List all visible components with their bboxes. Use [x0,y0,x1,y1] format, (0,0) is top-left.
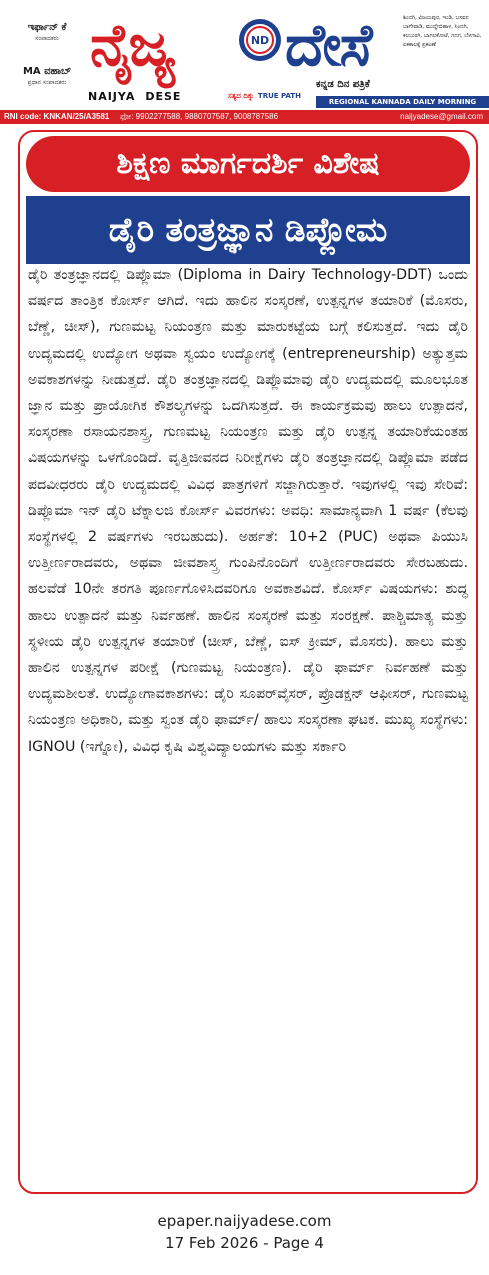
logo-caption [228,92,301,101]
editor-role: ಸಂಪಾದಕರು [35,35,59,42]
chief-editor-name: MA ವಹಾಬ್ [22,66,72,77]
editions-blurb: ಶಿಂದಗಿ, ವಿಜಯಪುರ, ಇಂಡಿ, ಬಸವನ ಬಾಗೇವಾಡಿ, ಮುದ್ದೇಬಿಹಾಳ, ಸಿಂದಗಿ, ಕಲಬುರಗಿ, ಬಾಗಲಕೋಟೆ, ಗದಗ, ಬೆಳಗಾವಿ, ಏಕಕಾಲಕ್ಕೆ ಪ್ರಕಟಣೆ [403,15,482,48]
logo-monogram: ND [250,34,270,47]
chief-editor-role: ಪ್ರಧಾನ ಸಂಪಾದಕರು [27,79,67,86]
phone-numbers: ಫೋ: 9902277588, 9880707587, 9008787586 [120,112,279,121]
masthead [0,0,489,110]
info-bar [0,110,489,124]
logo-caption-en: TRUE PATH [257,92,301,100]
brand-latin-part1: NAIJYA [88,90,136,103]
section-title: ಶಿಕ್ಷಣ ಮಾರ್ಗದರ್ಶಿ ವಿಶೇಷ [26,136,470,192]
brand-name-latin [88,90,181,103]
footer-site: epaper.naijyadese.com [157,1212,332,1230]
email-address: naijyadese@gmail.com [400,112,483,121]
article-body: ಡೈರಿ ತಂತ್ರಜ್ಞಾನದಲ್ಲಿ ಡಿಪ್ಲೊಮಾ (Diploma in Dairy Technology-DDT) ಒಂದು ವರ್ಷದ ತಾಂತ್ರಿಕ ಕೋರ್ಸ್ ಆಗಿದೆ. ಇದು ಹಾಲಿನ ಸಂಸ್ಕರಣೆ, ಉತ್ಪನ್ನಗಳ ತಯಾರಿಕೆ (ಮೊಸರು, ಬೆಣ್ಣೆ, ಚೀಸ್), ಗುಣಮಟ್ಟ ನಿಯಂತ್ರಣ ಮತ್ತು ಮಾರುಕಟ್ಟೆಯ ಬಗ್ಗೆ ಕಲಿಸುತ್ತದೆ. ಇದು ಡೈರಿ ಉದ್ಯಮದಲ್ಲಿ ಉದ್ಯೋಗ ಅಥವಾ ಸ್ವಯಂ ಉದ್ಯೋಗಕ್ಕೆ (entrepreneurship) ಅತ್ಯುತ್ತಮ ಅವಕಾಶಗಳನ್ನು ನೀಡುತ್ತದೆ. ಡೈರಿ ತಂತ್ರಜ್ಞಾನದಲ್ಲಿ ಡಿಪ್ಲೊಮಾವು ಡೈರಿ ಉದ್ಯಮದಲ್ಲಿ ಮೂಲಭೂತ ಜ್ಞಾನ ಮತ್ತು ಪ್ರಾಯೋಗಿಕ ಕೌಶಲ್ಯಗಳನ್ನು ಒದಗಿಸುತ್ತದೆ. ಈ ಕಾರ್ಯಕ್ರಮವು ಹಾಲು ಉತ್ಪಾದನೆ, ಸಂಸ್ಕರಣಾ ರಸಾಯನಶಾಸ್ತ್ರ, ಗುಣಮಟ್ಟ ನಿಯಂತ್ರಣ ಮತ್ತು ಡೈರಿ ಉತ್ಪನ್ನ ತಯಾರಿಕೆಯಂತಹ ವಿಷಯಗಳನ್ನು ಒಳಗೊಂಡಿದೆ. ವೃತ್ತಿಜೀವನದ ನಿರೀಕ್ಷೆಗಳು ಡೈರಿ ತಂತ್ರಜ್ಞಾನದಲ್ಲಿ ಡಿಪ್ಲೊಮಾ ಪಡೆದ ಪದವೀಧರರು ಡೈರಿ ಉದ್ಯಮದಲ್ಲಿ ವಿವಿಧ ಪಾತ್ರಗಳಿಗೆ ಸಜ್ಜಾಗಿರುತ್ತಾರೆ. ಇವುಗಳಲ್ಲಿ ಇವು ಸೇರಿವೆ: ಡಿಪ್ಲೊಮಾ ಇನ್ ಡೈರಿ ಟೆಕ್ನಾಲಜಿ ಕೋರ್ಸ್ ವಿವರಗಳು: ಅವಧಿ: ಸಾಮಾನ್ಯವಾಗಿ 1 ವರ್ಷ (ಕೆಲವು ಸಂಸ್ಥೆಗಳಲ್ಲಿ 2 ವರ್ಷಗಳು ಇರಬಹುದು). ಅರ್ಹತೆ: 10+2 (PUC) ಅಥವಾ ಪಿಯುಸಿ ಉತ್ತೀರ್ಣರಾದವರು, ಅಥವಾ ಜೀವಶಾಸ್ತ್ರ ಗುಂಪಿನೊಂದಿಗೆ ಉತ್ತೀರ್ಣರಾದವರು ಸೇರಬಹುದು. ಹಲವೆಡೆ 10ನೇ ತರಗತಿ ಪೂರ್ಣಗೊಳಿಸಿದವರಿಗೂ ಅವಕಾಶವಿದೆ. ಕೋರ್ಸ್ ವಿಷಯಗಳು: ಶುದ್ಧ ಹಾಲು ಉತ್ಪಾದನೆ ಮತ್ತು ನಿರ್ವಹಣೆ. ಹಾಲಿನ ಸಂಸ್ಕರಣೆ ಮತ್ತು ಸಂರಕ್ಷಣೆ. ಪಾಶ್ಚಿಮಾತ್ಯ ಮತ್ತು ಸ್ಥಳೀಯ ಡೈರಿ ಉತ್ಪನ್ನಗಳ ತಯಾರಿಕೆ (ಚೀಸ್, ಬೆಣ್ಣೆ, ಐಸ್ ಕ್ರೀಮ್, ಮೊಸರು). ಹಾಲು ಮತ್ತು ಹಾಲಿನ ಉತ್ಪನ್ನಗಳ ಪರೀಕ್ಷೆ (ಗುಣಮಟ್ಟ ನಿಯಂತ್ರಣ). ಡೈರಿ ಫಾರ್ಮ್ ನಿರ್ವಹಣೆ ಮತ್ತು ಉದ್ಯಮಶೀಲತೆ. ಉದ್ಯೋಗಾವಕಾಶಗಳು: ಡೈರಿ ಸೂಪರ್‌ವೈಸರ್, ಪ್ರೊಡಕ್ಷನ್ ಆಫೀಸರ್, ಗುಣಮಟ್ಟ ನಿಯಂತ್ರಣ ಅಧಿಕಾರಿ, ಮತ್ತು ಸ್ವಂತ ಡೈರಿ ಫಾರ್ಮ್/ ಹಾಲು ಸಂಸ್ಕರಣಾ ಘಟಕ. ಮುಖ್ಯ ಸಂಸ್ಥೆಗಳು: IGNOU (ಇಗ್ನೋ), ವಿವಿಧ ಕೃಷಿ ವಿಶ್ವವಿದ್ಯಾಲಯಗಳು ಮತ್ತು ಸರ್ಕಾರಿ [28,267,468,755]
brand-latin-part2: DESE [145,90,182,103]
footer-date-page: 17 Feb 2026 - Page 4 [165,1234,324,1252]
newspaper-logo-icon [238,18,282,62]
regional-banner: REGIONAL KANNADA DAILY MORNING [316,96,489,108]
rni-code: RNI code: KNKAN/25/A3581 [4,112,110,121]
article-card [18,130,478,1194]
editor-credits [6,22,88,88]
brand-name-left: ನೈಜ್ಯ [90,11,174,79]
article-headline: ಡೈರಿ ತಂತ್ರಜ್ಞಾನ ಡಿಪ್ಲೋಮ [26,196,470,264]
brand-name-right: ದೇಸೆ [285,11,371,79]
editor-name: ಇರ್ಫಾನ್ ಕೆ [27,22,67,33]
logo-caption-kn: ಸತ್ಯದ ದಿಕ್ಕು [228,92,254,100]
page-footer [0,1210,489,1254]
tagline: ಕನ್ನಡ ದಿನ ಪತ್ರಿಕೆ [316,79,370,90]
